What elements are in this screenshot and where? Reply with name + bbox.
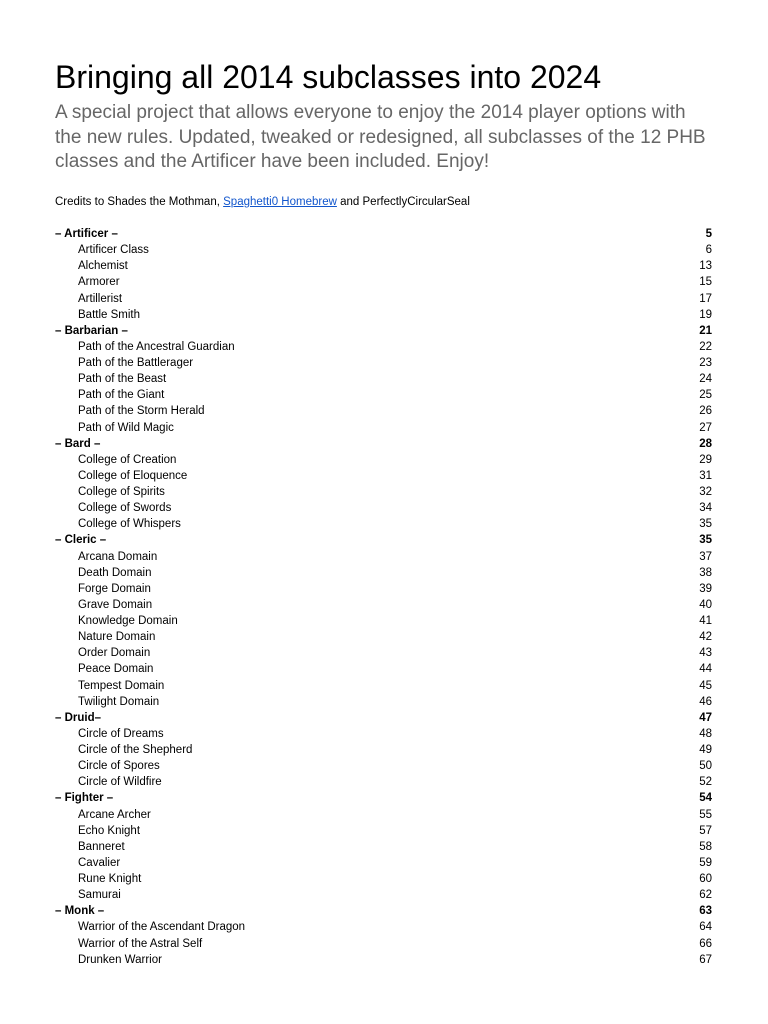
toc-entry-label: College of Swords	[78, 502, 172, 515]
toc-section-heading[interactable]	[55, 436, 712, 452]
toc-entry[interactable]	[55, 484, 712, 500]
toc-page-number: 41	[699, 615, 712, 627]
page-title: Bringing all 2014 subclasses into 2024	[55, 59, 602, 95]
toc-entry-label: Samurai	[78, 889, 121, 902]
toc-entry-label: – Fighter –	[55, 792, 114, 805]
toc-entry[interactable]	[55, 371, 712, 387]
toc-entry[interactable]	[55, 420, 712, 436]
toc-entry[interactable]	[55, 855, 712, 871]
toc-entry-label: Arcane Archer	[78, 808, 151, 821]
toc-entry[interactable]	[55, 919, 712, 935]
toc-entry[interactable]	[55, 613, 712, 629]
toc-entry-label: Armorer	[78, 276, 120, 289]
toc-entry[interactable]	[55, 871, 712, 887]
toc-entry[interactable]	[55, 694, 712, 710]
toc-entry-label: Peace Domain	[78, 663, 154, 676]
toc-entry-label: Artificer Class	[78, 244, 149, 257]
toc-page-number: 43	[699, 647, 712, 660]
toc-entry-label: – Artificer –	[55, 228, 118, 240]
toc-page-number: 5	[705, 228, 712, 240]
toc-page-number: 67	[699, 953, 712, 966]
toc-entry-label: Path of the Beast	[78, 373, 167, 386]
toc-entry-label: Arcana Domain	[78, 550, 158, 563]
toc-entry-label: Cavalier	[78, 856, 121, 869]
toc-entry-label: Path of the Storm Herald	[78, 405, 205, 418]
toc-entry-label: Battle Smith	[78, 308, 140, 321]
toc-entry[interactable]	[55, 258, 712, 274]
toc-page-number: 50	[699, 760, 712, 773]
toc-page-number: 27	[699, 421, 712, 434]
toc-entry-label: Circle of Spores	[78, 760, 160, 773]
toc-page-number: 39	[699, 582, 712, 595]
toc-entry[interactable]	[55, 952, 712, 968]
toc-entry-label: Warrior of the Ascendant Dragon	[78, 921, 246, 934]
page-subtitle: A special project that allows everyone to enjoy the 2014 player options with the new rules. Updated, tweaked or redesigned, all subclasses of the 12 PHB classes and the Artificer have been included. Enjoy!	[55, 102, 706, 172]
toc-entry[interactable]	[55, 678, 712, 694]
toc-page-number: 29	[699, 453, 712, 466]
toc-page-number: 66	[699, 937, 712, 950]
toc-entry-label: Order Domain	[78, 647, 151, 660]
toc-entry[interactable]	[55, 307, 712, 323]
toc-entry[interactable]	[55, 242, 712, 258]
toc-entry[interactable]	[55, 742, 712, 758]
toc-entry[interactable]	[55, 887, 712, 903]
table-of-contents	[55, 226, 712, 968]
toc-entry-label: Drunken Warrior	[78, 953, 162, 966]
toc-page-number: 24	[699, 373, 712, 386]
toc-page-number: 38	[699, 566, 712, 579]
toc-entry-label: Forge Domain	[78, 582, 151, 595]
toc-page-number: 64	[699, 921, 712, 934]
toc-page-number: 49	[699, 744, 712, 756]
toc-entry-label: – Monk –	[55, 905, 105, 918]
credits-suffix: and PerfectlyCircularSeal	[336, 196, 470, 208]
toc-entry[interactable]	[55, 452, 712, 468]
toc-page-number: 35	[699, 534, 712, 547]
toc-page-number: 52	[699, 776, 712, 789]
toc-page-number: 31	[699, 469, 712, 482]
toc-entry-label: – Barbarian –	[55, 324, 128, 337]
toc-page-number: 22	[699, 340, 712, 353]
toc-entry-label: Banneret	[78, 840, 125, 853]
toc-entry-label: Twilight Domain	[78, 695, 160, 708]
toc-entry[interactable]	[55, 274, 712, 290]
toc-entry[interactable]	[55, 581, 712, 597]
toc-page-number: 54	[699, 792, 712, 805]
toc-entry-label: Tempest Domain	[78, 679, 165, 692]
toc-entry[interactable]	[55, 936, 712, 952]
toc-entry[interactable]	[55, 565, 712, 581]
toc-page-number: 45	[699, 679, 712, 692]
toc-entry[interactable]	[55, 387, 712, 403]
toc-entry[interactable]	[55, 629, 712, 645]
toc-page-number: 23	[699, 357, 712, 369]
toc-page-number: 48	[699, 727, 712, 740]
toc-entry[interactable]	[55, 758, 712, 774]
toc-entry-label: – Druid–	[55, 711, 102, 724]
toc-entry-label: College of Eloquence	[78, 469, 188, 482]
toc-page-number: 57	[699, 824, 712, 837]
toc-entry-label: Knowledge Domain	[78, 615, 178, 627]
toc-page-number: 63	[699, 905, 712, 918]
toc-entry[interactable]	[55, 339, 712, 355]
toc-entry-label: Death Domain	[78, 566, 152, 579]
toc-page-number: 47	[699, 711, 712, 724]
toc-entry-label: Circle of Wildfire	[78, 776, 162, 789]
toc-page-number: 37	[699, 550, 712, 563]
toc-entry-label: Alchemist	[78, 260, 128, 273]
toc-entry-label: Circle of the Shepherd	[78, 744, 193, 756]
toc-page-number: 42	[699, 631, 712, 644]
toc-entry-label: Nature Domain	[78, 631, 156, 644]
toc-entry[interactable]	[55, 661, 712, 677]
toc-page-number: 26	[699, 405, 712, 418]
toc-page-number: 21	[699, 324, 712, 337]
toc-entry-label: Grave Domain	[78, 598, 153, 611]
toc-page-number: 59	[699, 856, 712, 869]
toc-entry-label: – Cleric –	[55, 534, 107, 547]
toc-entry-label: Rune Knight	[78, 873, 142, 885]
toc-entry-label: College of Whispers	[78, 518, 181, 531]
toc-page-number: 19	[699, 308, 712, 321]
toc-page-number: 55	[699, 808, 712, 821]
toc-page-number: 44	[699, 663, 712, 676]
toc-page-number: 62	[699, 889, 712, 902]
toc-section-heading[interactable]	[55, 532, 712, 548]
toc-entry[interactable]	[55, 645, 712, 661]
toc-entry-label: College of Creation	[78, 453, 177, 466]
credits-prefix: Credits to Shades the Mothman,	[55, 196, 224, 208]
toc-page-number: 60	[699, 873, 712, 885]
toc-page-number: 6	[705, 244, 712, 257]
toc-page-number: 15	[699, 276, 712, 289]
toc-entry[interactable]	[55, 549, 712, 565]
toc-entry[interactable]	[55, 403, 712, 419]
toc-page-number: 34	[699, 502, 712, 515]
toc-page-number: 35	[699, 518, 712, 531]
toc-entry[interactable]	[55, 839, 712, 855]
toc-entry-label: Path of Wild Magic	[78, 421, 174, 434]
toc-entry-label: Circle of Dreams	[78, 727, 164, 740]
toc-section-heading[interactable]	[55, 790, 712, 806]
toc-section-heading[interactable]	[55, 323, 712, 339]
toc-page-number: 46	[699, 695, 712, 708]
toc-entry[interactable]	[55, 291, 712, 307]
toc-entry[interactable]	[55, 823, 712, 839]
toc-section-heading[interactable]	[55, 226, 712, 242]
toc-entry[interactable]	[55, 500, 712, 516]
toc-page-number: 40	[699, 598, 712, 611]
toc-page-number: 17	[699, 292, 712, 305]
toc-entry[interactable]	[55, 516, 712, 532]
toc-entry-label: Path of the Giant	[78, 389, 165, 402]
toc-entry-label: Path of the Battlerager	[78, 357, 194, 369]
toc-page-number: 13	[699, 260, 712, 273]
toc-page-number: 25	[699, 389, 712, 402]
toc-entry[interactable]	[55, 355, 712, 371]
toc-entry-label: Path of the Ancestral Guardian	[78, 340, 235, 353]
credits-line	[55, 194, 470, 210]
toc-entry-label: Echo Knight	[78, 824, 141, 837]
toc-entry-label: Artillerist	[78, 292, 123, 305]
toc-entry[interactable]	[55, 726, 712, 742]
toc-entry[interactable]	[55, 807, 712, 823]
toc-page-number: 28	[699, 437, 712, 450]
toc-entry-label: – Bard –	[55, 437, 101, 450]
toc-section-heading[interactable]	[55, 710, 712, 726]
toc-entry[interactable]	[55, 597, 712, 613]
toc-entry[interactable]	[55, 774, 712, 790]
toc-entry-label: College of Spirits	[78, 486, 165, 498]
toc-entry[interactable]	[55, 468, 712, 484]
toc-page-number: 32	[699, 486, 712, 498]
toc-entry-label: Warrior of the Astral Self	[78, 937, 203, 950]
toc-page-number: 58	[699, 840, 712, 853]
credits-link[interactable]: Spaghetti0 Homebrew	[223, 196, 337, 208]
toc-section-heading[interactable]	[55, 903, 712, 919]
